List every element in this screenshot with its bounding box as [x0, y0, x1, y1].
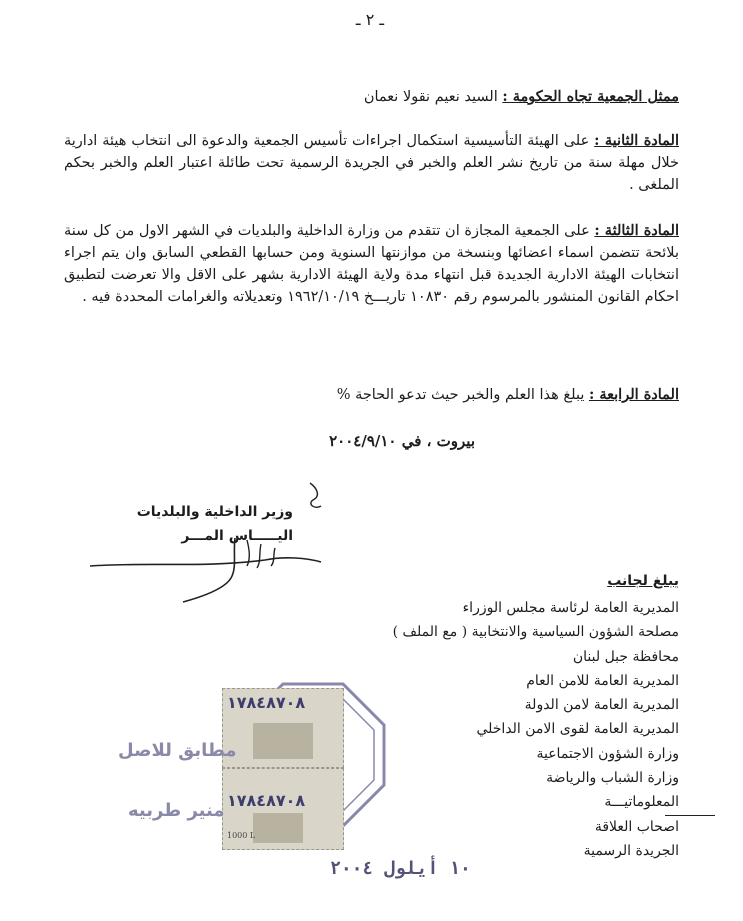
- fee-stamp-top: [222, 688, 344, 768]
- signer-stamp: منير طربيه: [128, 800, 225, 821]
- cc-item: المعلوماتيـــة: [604, 794, 679, 811]
- minister-signature: [85, 478, 325, 608]
- fee-stamp-value: 1000 L: [227, 831, 256, 840]
- cc-item: محافظة جبل لبنان: [572, 648, 679, 665]
- cc-item: المديرية العامة للامن العام: [526, 672, 679, 689]
- handwritten-date: ١٠ أيلول ٢٠٠٤: [330, 858, 471, 879]
- representative-label: ممثل الجمعية تجاه الحكومة :: [502, 88, 679, 105]
- fee-stamp-bottom-image: [253, 813, 303, 843]
- fee-stamp-top-image: [253, 723, 313, 759]
- article-3-label: المادة الثالثة :: [594, 222, 679, 239]
- article-2-text: على الهيئة التأسيسية استكمال اجراءات تأسيس الجمعية والدعوة الى انتخاب هيئة ادارية خلال مهلة سنة من تاريخ نشر العلم والخبر في الجريدة الرسمية تحت طائلة اعتبار العلم والخبر بحكم الملغى .: [64, 133, 679, 193]
- cc-item: المديرية العامة لامن الدولة: [524, 697, 679, 714]
- minister-title: وزير الداخلية والبلديات: [136, 504, 293, 520]
- page-number: ـ ٢ ـ: [355, 10, 385, 29]
- cc-title: يبلغ لجانب: [607, 573, 679, 589]
- date-line: بيروت ، في ٢٠٠٤/٩/١٠: [329, 432, 475, 450]
- fee-stamp-bottom-number: ١٧٨٤٨٧٠٨: [227, 791, 306, 810]
- article-4-text: يبلغ هذا العلم والخبر حيث تدعو الحاجة %: [336, 387, 585, 403]
- cc-item: وزارة الشباب والرياضة: [546, 770, 679, 787]
- representative-line: [364, 86, 679, 108]
- cc-item: الجريدة الرسمية: [583, 842, 679, 859]
- cc-item: وزارة الشؤون الاجتماعية: [536, 745, 679, 762]
- fee-stamp-top-number: ١٧٨٤٨٧٠٨: [227, 693, 306, 712]
- cc-item: مصلحة الشؤون السياسية والانتخابية ( مع الملف ): [392, 624, 679, 641]
- article-4-label: المادة الرابعة :: [588, 386, 679, 403]
- article-4: [337, 384, 679, 406]
- article-3-text: على الجمعية المجازة ان تتقدم من وزارة الداخلية والبلديات في الشهر الاول من كل سنة بلائحة تتضمن اسماء اعضائها وبنسخة من موازنتها السنوية ومن حسابها القطعي السابق وان يتم اجراء انتخابات الهيئة الادارية الجديدة قبل انتهاء مدة ولاية الهيئة الادارية بشهر على الاقل والا تعرضت لتطبيق احكام القانون المنشور بالمرسوم رقم ١٠٨٣٠ تاريـــخ ١٩٦٢/١٠/١٩ وتعديلاته والغرامات المحددة فيه .: [64, 223, 679, 305]
- certified-copy-stamp: مطابق للاصل: [118, 740, 237, 761]
- cc-dash: [665, 815, 715, 816]
- article-2: [64, 130, 679, 196]
- cc-item: اصحاب العلاقة: [594, 818, 679, 835]
- representative-name: السيد نعيم نقولا نعمان: [363, 89, 498, 105]
- cc-item: المديرية العامة لرئاسة مجلس الوزراء: [462, 600, 679, 616]
- fee-stamp-bottom: [222, 768, 344, 850]
- article-3: [64, 220, 679, 308]
- cc-item: المديرية العامة لقوى الامن الداخلي: [476, 721, 679, 738]
- article-2-label: المادة الثانية :: [594, 132, 679, 149]
- minister-name: اليـــــاس المـــر: [181, 528, 293, 544]
